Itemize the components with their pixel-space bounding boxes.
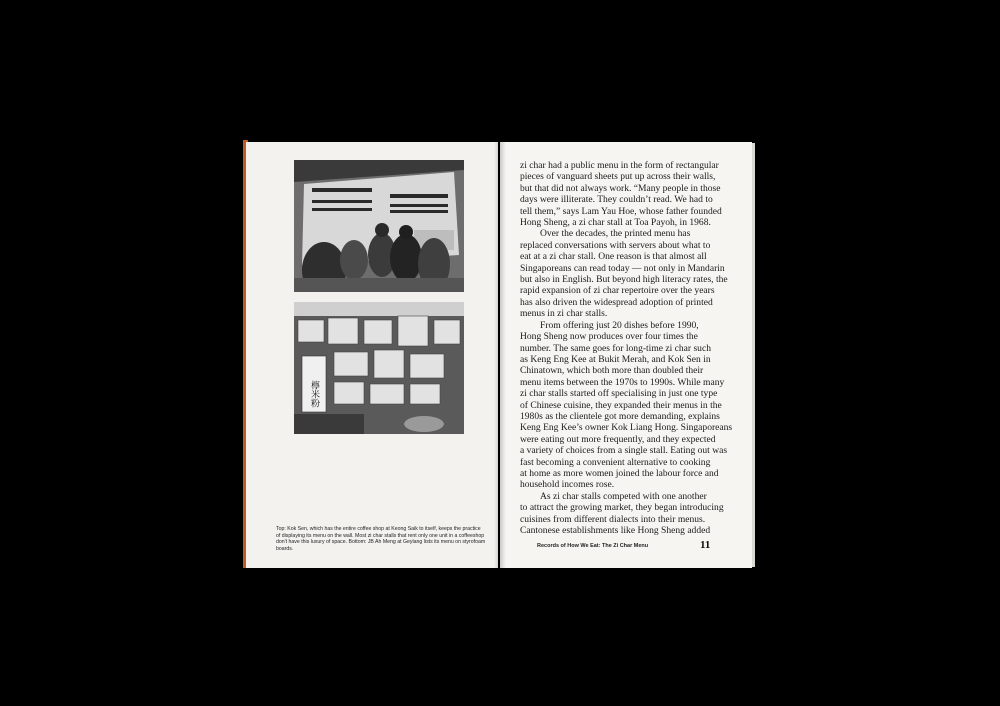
text-line: as Keng Eng Kee at Bukit Merah, and Kok Sen in (520, 353, 711, 365)
text-line: eat at a zi char stall. One reason is that almost all (520, 251, 707, 263)
text-line: cuisines from different dialects into their menus. (520, 513, 706, 525)
text-line: Over the decades, the printed menu has (540, 228, 691, 240)
text-line: menu items between the 1970s to 1990s. While many (520, 376, 725, 388)
text-line: has also driven the widespread adoption of printed (520, 296, 713, 308)
noodle-sign-text: 檸米粉 (309, 380, 319, 408)
text-line: rapid expansion of zi char repertoire over the years (520, 285, 715, 297)
photo-jb-ah-meng (294, 302, 464, 434)
text-line: 1980s as the clientele got more demanding, explains (520, 410, 720, 422)
text-line: household incomes rose. (520, 479, 615, 491)
text-line: of Chinese cuisine, they expanded their menus in the (520, 399, 722, 411)
text-line: number. The same goes for long-time zi char such (520, 342, 711, 354)
text-line: but that did not always work. “Many people in those (520, 182, 721, 194)
running-footer: Records of How We Eat: The Zi Char Menu (537, 543, 649, 549)
text-line: a variety of choices from a single stall. Eating out was (520, 445, 728, 457)
text-line: pieces of vanguard sheets put up across their walls, (520, 171, 716, 183)
text-line: menus in zi char stalls. (520, 308, 608, 320)
text-line: days were illiterate. They couldn’t read. We had to (520, 194, 713, 206)
page-edge (752, 143, 755, 567)
text-line: Keng Eng Kee’s owner Kok Liang Hong. Singaporeans (520, 422, 733, 434)
text-line: replaced conversations with servers about what to (520, 239, 711, 251)
text-line: fast becoming a convenient alternative to cooking (520, 456, 711, 468)
photo-caption: Top: Kok Sen, which has the entire coffee shop at Keong Saik to itself, keeps the practice of displaying its menu on the wall. Most zi char stalls that rent only one unit in a coffeeshop don't have this luxury of space. Bottom: JB Ah Meng at Geylang lists its menu on styrofoam boards. (276, 526, 486, 552)
text-line: Chinatown, which both more than doubled their (520, 365, 704, 377)
text-line: at home as more women joined the labour force and (520, 467, 719, 479)
text-line: were eating out more frequently, and they expected (520, 433, 716, 445)
photo-kok-sen (294, 160, 464, 292)
text-line: From offering just 20 dishes before 1990, (540, 319, 699, 331)
page-number: 11 (700, 539, 711, 551)
text-line: zi char had a public menu in the form of rectangular (520, 160, 719, 171)
text-line: to attract the growing market, they began introducing (520, 502, 724, 514)
body-text (520, 160, 734, 536)
text-line: Hong Sheng now produces over four times the (520, 331, 698, 343)
text-line: Hong Sheng, a zi char stall at Toa Payoh, in 1968. (520, 217, 711, 229)
text-line: As zi char stalls competed with one another (540, 490, 707, 502)
gutter-shadow (494, 142, 506, 568)
text-line: zi char stalls started off specialising in just one type (520, 388, 718, 400)
text-line: tell them,” says Lam Yau Hoe, whose father founded (520, 205, 722, 217)
text-line: Singaporeans can read today — not only in Mandarin (520, 262, 725, 274)
text-line: but also in English. But beyond high literacy rates, the (520, 274, 728, 286)
text-line: Cantonese establishments like Hong Sheng added (520, 525, 711, 536)
